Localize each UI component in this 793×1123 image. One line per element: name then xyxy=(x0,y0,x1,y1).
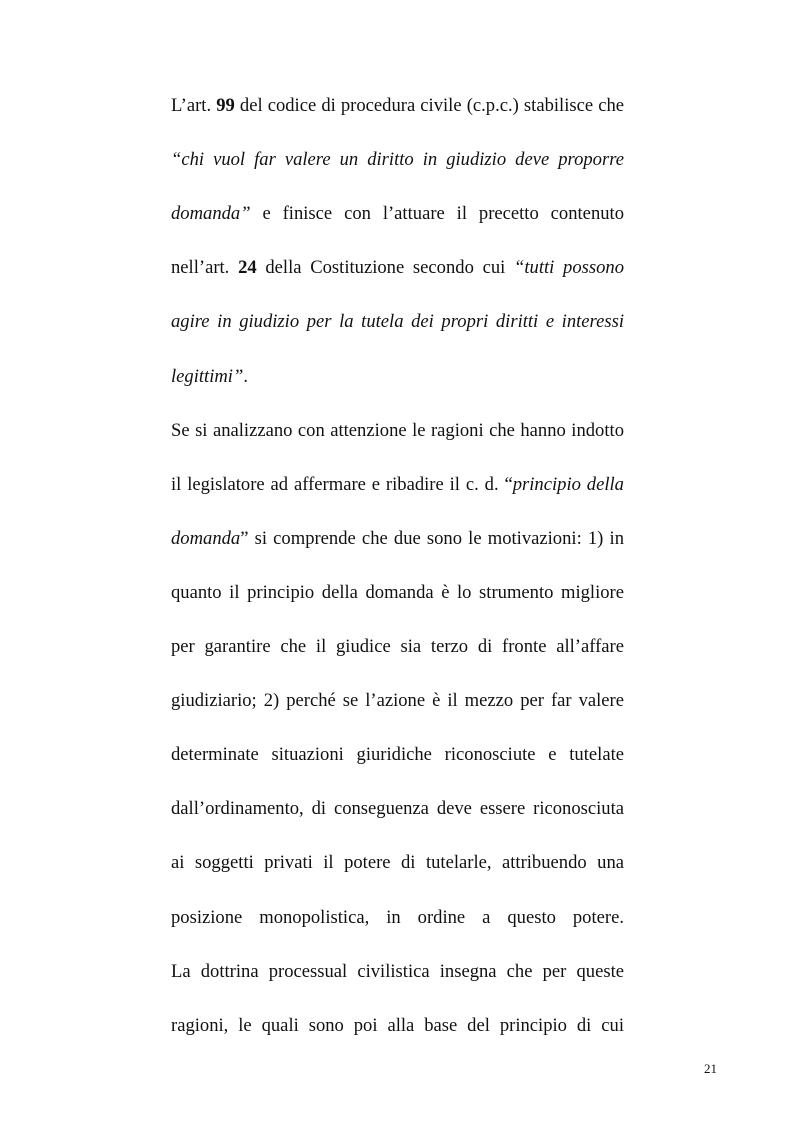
text-line xyxy=(171,256,624,280)
text-span: giudiziario; 2) perché se l’azione è il mezzo per far valere xyxy=(171,690,624,712)
text-line xyxy=(171,419,624,443)
text-line xyxy=(171,148,624,172)
italic-span: legittimi” xyxy=(171,365,244,387)
text-span: del codice di procedura civile (c.p.c.) stabilisce che xyxy=(234,95,625,116)
italic-span: principio della xyxy=(512,473,624,495)
text-line xyxy=(171,635,624,659)
text-line xyxy=(171,906,624,930)
text-span: L’art. xyxy=(171,95,217,116)
text-span: Se si analizzano con attenzione le ragioni che hanno indotto xyxy=(171,419,624,441)
text-span: ai soggetti privati il potere di tutelarle, attribuendo una xyxy=(171,852,624,874)
text-span: per garantire che il giudice sia terzo di fronte all’affare xyxy=(171,636,624,657)
text-line xyxy=(171,1014,624,1038)
text-line xyxy=(171,365,624,389)
text-line xyxy=(171,581,624,605)
text-line xyxy=(171,960,624,984)
bold-span: 24 xyxy=(238,257,257,279)
text-line xyxy=(171,527,624,551)
text-span: La dottrina processual civilistica insegna che per queste xyxy=(171,960,624,982)
italic-span: “tutti possono xyxy=(514,257,624,279)
text-line xyxy=(171,851,624,875)
text-line xyxy=(171,94,624,118)
text-line xyxy=(171,202,624,226)
text-span: e finisce con l’attuare il precetto contenuto xyxy=(250,203,624,225)
text-span: della Costituzione secondo cui xyxy=(256,257,515,279)
page-number: 21 xyxy=(704,1061,717,1076)
text-span: determinate situazioni giuridiche riconosciute e tutelate xyxy=(171,744,624,766)
text-line xyxy=(171,797,624,821)
text-line xyxy=(171,473,624,497)
text-span: dall’ordinamento, di conseguenza deve essere riconosciuta xyxy=(171,798,624,820)
text-span: il legislatore ad affermare e ribadire il c. d. “ xyxy=(171,473,513,495)
text-line xyxy=(171,310,624,334)
text-line xyxy=(171,743,624,767)
italic-span: domanda xyxy=(171,527,241,549)
text-span: quanto il principio della domanda è lo strumento migliore xyxy=(171,581,624,603)
text-span: nell’art. xyxy=(171,257,239,279)
bold-span: 99 xyxy=(216,95,235,116)
text-span: posizione monopolistica, in ordine a questo potere. xyxy=(171,906,624,928)
text-span: ” si comprende che due sono le motivazioni: 1) in xyxy=(240,527,624,549)
italic-span: domanda” xyxy=(171,203,251,225)
italic-span: agire in giudizio per la tutela dei propri diritti e interessi xyxy=(171,311,624,333)
italic-span: “chi vuol far valere un diritto in giudizio deve proporre xyxy=(171,149,624,171)
text-line xyxy=(171,689,624,713)
text-span: ragioni, le quali sono poi alla base del principio di cui xyxy=(171,1014,624,1036)
text-span: . xyxy=(243,365,248,387)
